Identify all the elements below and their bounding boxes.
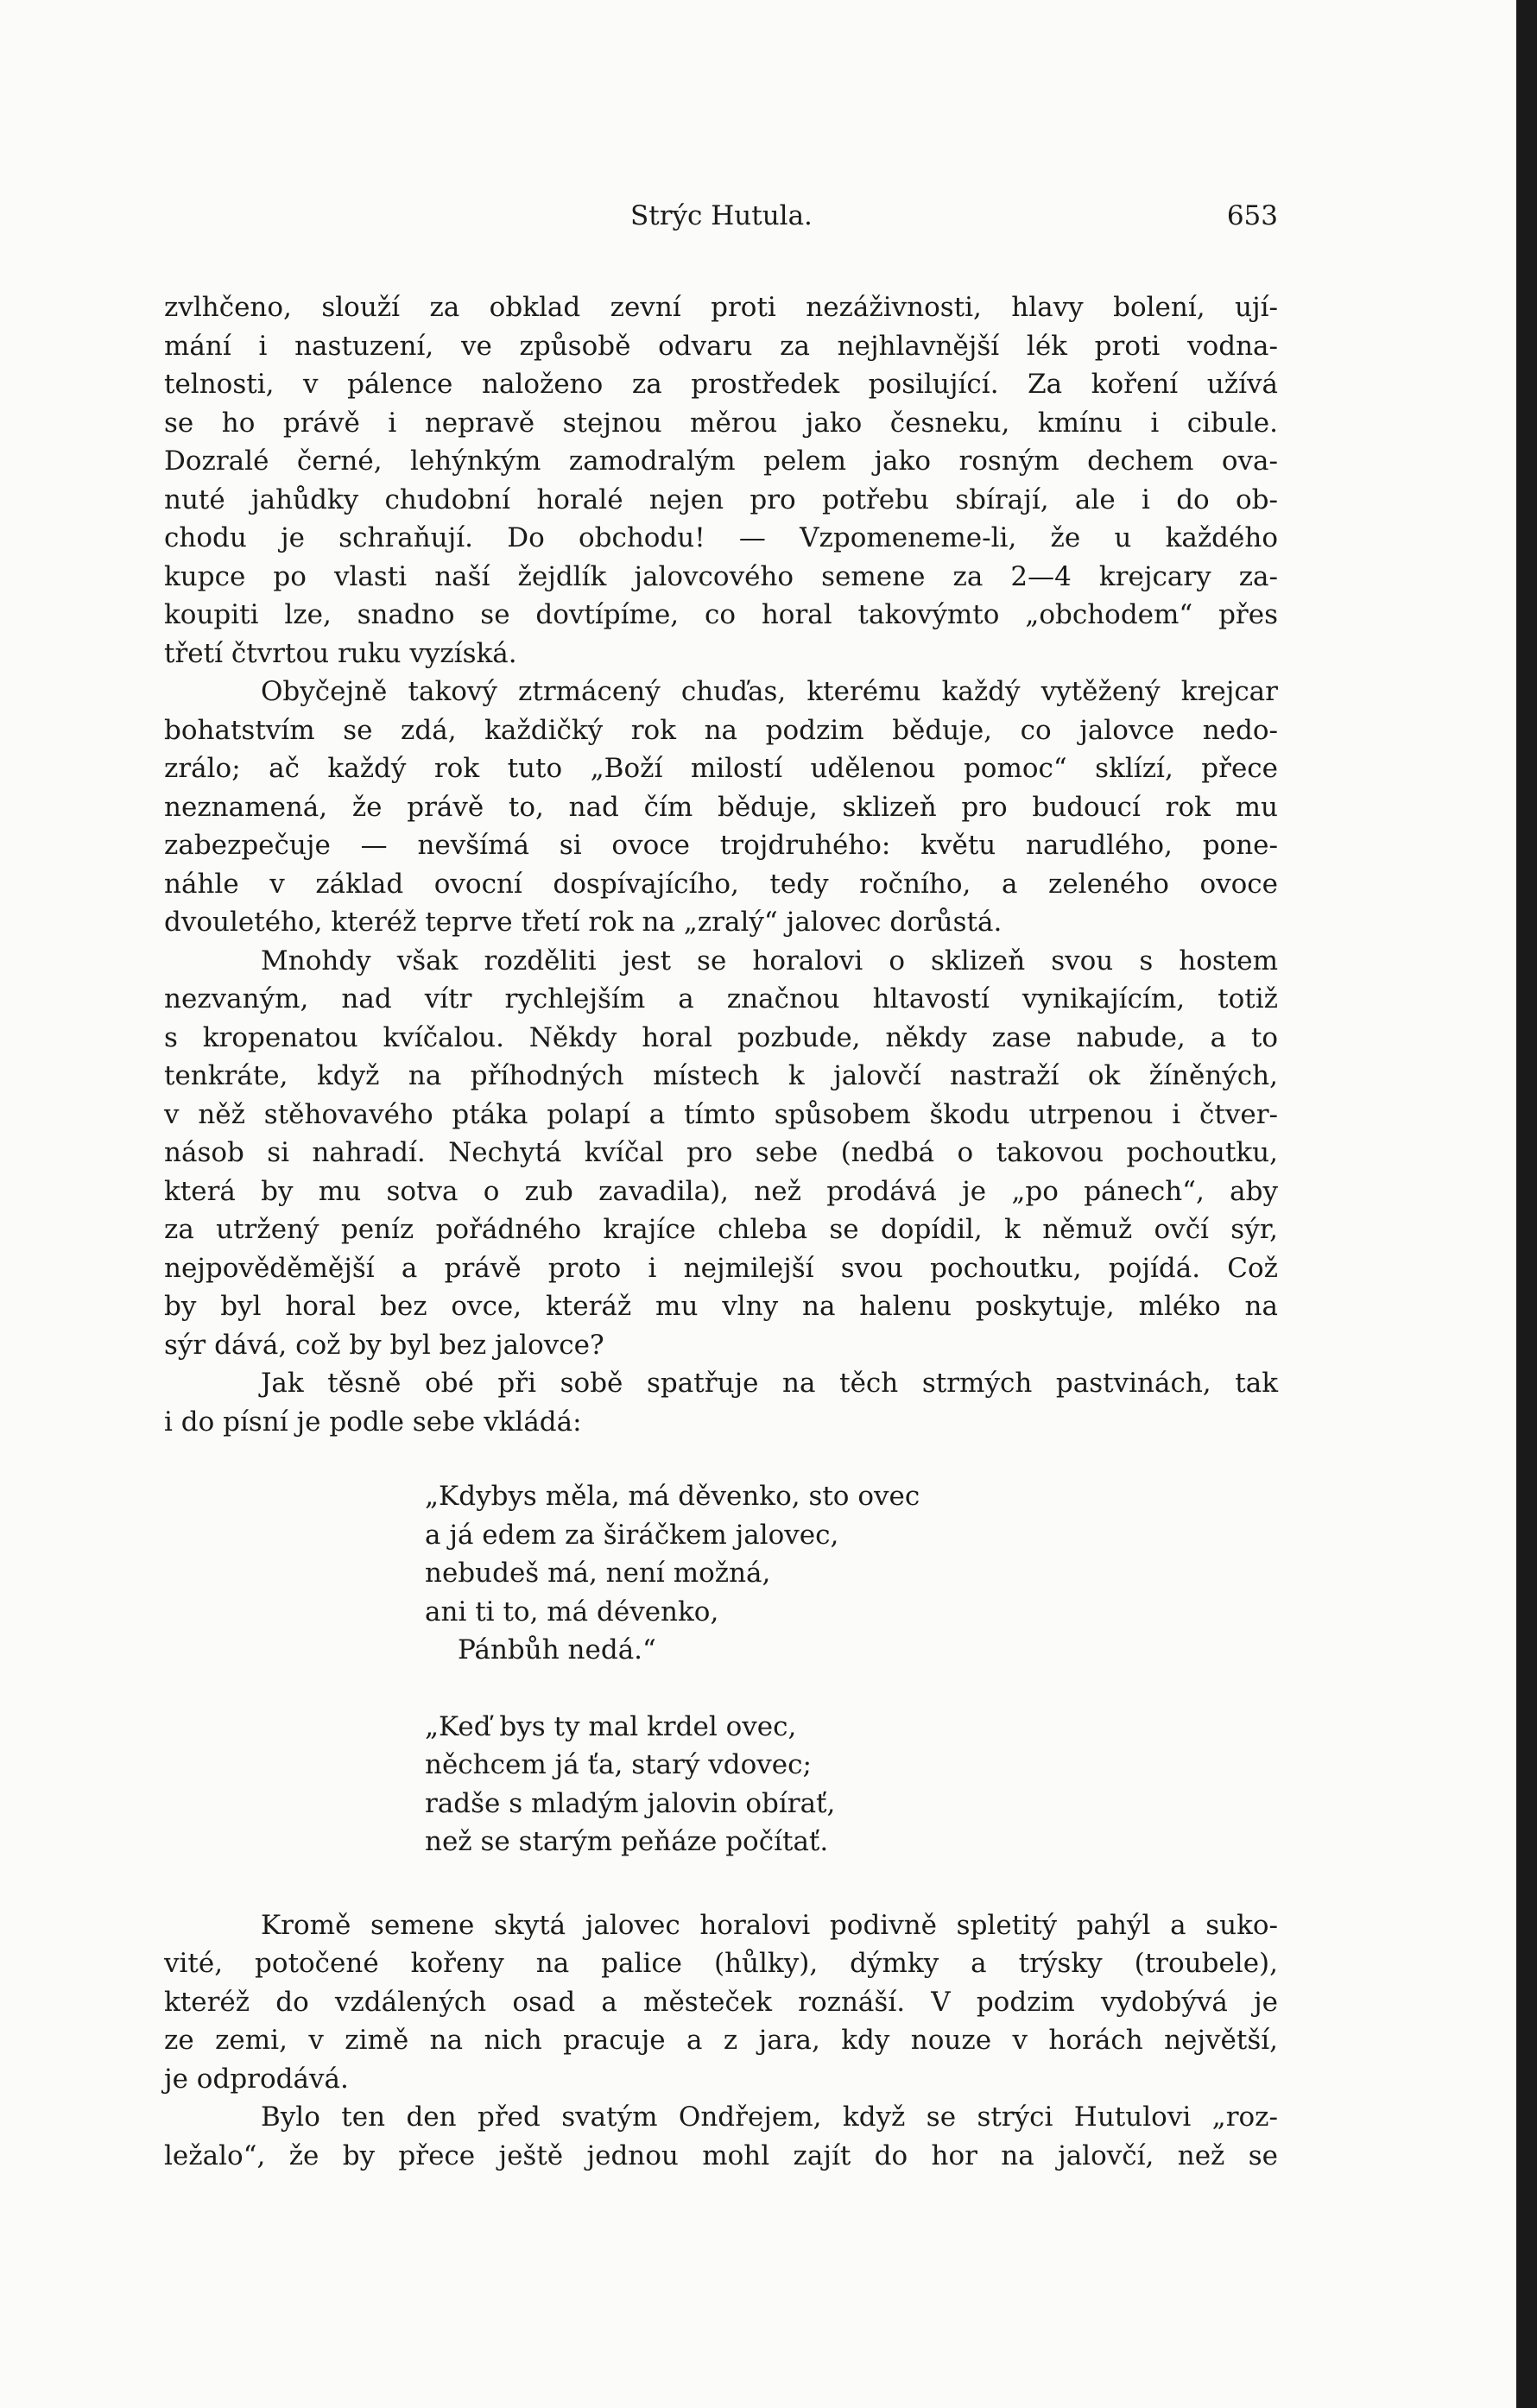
text-line: chodu je schraňují. Do obchodu! — Vzpomeneme-li, že u každého <box>164 522 1278 553</box>
text-line: i do písní je podle sebe vkládá: <box>164 1406 582 1438</box>
paragraph-5 <box>164 1906 1278 2099</box>
poem-line: a já edem za širáčkem jalovec, <box>425 1519 839 1551</box>
page-number: 653 <box>1226 200 1278 231</box>
text-line: která by mu sotva o zub zavadila), než prodává je „po pánech“, aby <box>164 1175 1278 1207</box>
paragraph-4 <box>164 1364 1278 1441</box>
text-line: tenkráte, když na příhodných místech k jalovčí nastraží ok žíněných, <box>164 1060 1278 1091</box>
text-line: Mnohdy však rozděliti jest se horalovi o sklizeň svou s hostem <box>261 945 1278 976</box>
scan-edge <box>1516 0 1537 2408</box>
paragraph-1 <box>164 288 1278 673</box>
text-line: nezvaným, nad vítr rychlejším a značnou hltavostí vynikajícím, totiž <box>164 983 1278 1014</box>
poem-line: ani ti to, má dévenko, <box>425 1596 719 1627</box>
poem-stanza-2 <box>425 1708 1278 1861</box>
paragraph-2 <box>164 673 1278 942</box>
poem-line: než se starým peňáze počítať. <box>425 1826 829 1857</box>
paragraph-3 <box>164 942 1278 1365</box>
text-line: s kropenatou kvíčalou. Někdy horal pozbude, někdy zase nabude, a to <box>164 1021 1278 1053</box>
text-line: Jak těsně obé při sobě spatřuje na těch strmých pastvinách, tak <box>261 1368 1278 1399</box>
running-title: Strýc Hutula. <box>630 200 813 231</box>
text-line: nuté jahůdky chudobní horalé nejen pro potřebu sbírají, ale i do ob- <box>164 483 1278 515</box>
text-line: třetí čtvrtou ruku vyzíská. <box>164 637 517 669</box>
text-line: je odprodává. <box>164 2063 349 2095</box>
text-line: Obyčejně takový ztrmácený chuďas, kterému každý vytěžený krejcar <box>261 676 1278 707</box>
body-text <box>164 288 1278 2175</box>
text-line: násob si nahradí. Nechytá kvíčal pro sebe (nedbá o takovou pochoutku, <box>164 1137 1278 1168</box>
text-line: kupce po vlasti naší žejdlík jalovcového semene za 2—4 krejcary za- <box>164 560 1278 592</box>
text-line: dvouletého, kteréž teprve třetí rok na „zralý“ jalovec dorůstá. <box>164 907 1003 938</box>
text-line: koupiti lze, snadno se dovtípíme, co horal takovýmto „obchodem“ přes <box>164 599 1278 630</box>
text-line: se ho právě i nepravě stejnou měrou jako česneku, kmínu i cibule. <box>164 407 1278 439</box>
poem-line: „Keď bys ty mal krdel ovec, <box>425 1710 797 1742</box>
text-line: zabezpečuje — nevšímá si ovoce trojdruhého: květu narudlého, pone- <box>164 830 1278 861</box>
poem-line: Pánbůh nedá.“ <box>458 1634 656 1665</box>
text-line: náhle v základ ovocní dospívajícího, tedy ročního, a zeleného ovoce <box>164 868 1278 900</box>
poem-line: něchcem já ťa, starý vdovec; <box>425 1749 812 1780</box>
text-line: kteréž do vzdálených osad a městeček roznáší. V podzim vydobývá je <box>164 1986 1278 2018</box>
text-line: Bylo ten den před svatým Ondřejem, když se strýci Hutulovi „roz- <box>261 2101 1278 2133</box>
poem-line: radše s mladým jalovin obírať, <box>425 1787 836 1819</box>
text-line: za utržený peníz pořádného krajíce chleba se dopídil, k němuž ovčí sýr, <box>164 1214 1278 1245</box>
paragraph-6 <box>164 2098 1278 2175</box>
poem-stanza-1 <box>425 1477 1278 1670</box>
text-line: Kromě semene skytá jalovec horalovi podivně spletitý pahýl a suko- <box>261 1909 1278 1941</box>
text-line: v něž stěhovavého ptáka polapí a tímto spůsobem škodu utrpenou i čtver- <box>164 1098 1278 1130</box>
text-line: nejpověděmější a právě proto i nejmilejší svou pochoutku, pojídá. Což <box>164 1252 1278 1284</box>
text-line: zvlhčeno, slouží za obklad zevní proti nezáživnosti, hlavy bolení, ují- <box>164 292 1278 323</box>
text-line: ze zemi, v zimě na nich pracuje a z jara, kdy nouze v horách největší, <box>164 2025 1278 2056</box>
poem-line: „Kdybys měla, má děvenko, sto ovec <box>425 1481 920 1512</box>
text-line: neznamená, že právě to, nad čím běduje, sklizeň pro budoucí rok mu <box>164 791 1278 823</box>
text-line: vité, potočené kořeny na palice (hůlky), dýmky a trýsky (troubele), <box>164 1948 1278 1979</box>
poem-line: nebudeš má, není možná, <box>425 1558 771 1589</box>
text-line: by byl horal bez ovce, kteráž mu vlny na halenu poskytuje, mléko na <box>164 1291 1278 1322</box>
text-line: sýr dává, což by byl bez jalovce? <box>164 1329 604 1361</box>
page-header <box>164 200 1278 243</box>
text-line: zrálo; ač každý rok tuto „Boží milostí udělenou pomoc“ sklízí, přece <box>164 753 1278 784</box>
text-line: mání i nastuzení, ve způsobě odvaru za nejhlavnější lék proti vodna- <box>164 330 1278 362</box>
text-line: Dozralé černé, lehýnkým zamodralým pelem jako rosným dechem ova- <box>164 446 1278 477</box>
poem <box>425 1477 1278 1861</box>
text-line: ležalo“, že by přece ještě jednou mohl zajít do hor na jalovčí, než se <box>164 2139 1278 2171</box>
text-line: telnosti, v pálence naloženo za prostředek posilující. Za koření užívá <box>164 369 1278 400</box>
text-line: bohatstvím se zdá, každičký rok na podzim běduje, co jalovce nedo- <box>164 714 1278 746</box>
